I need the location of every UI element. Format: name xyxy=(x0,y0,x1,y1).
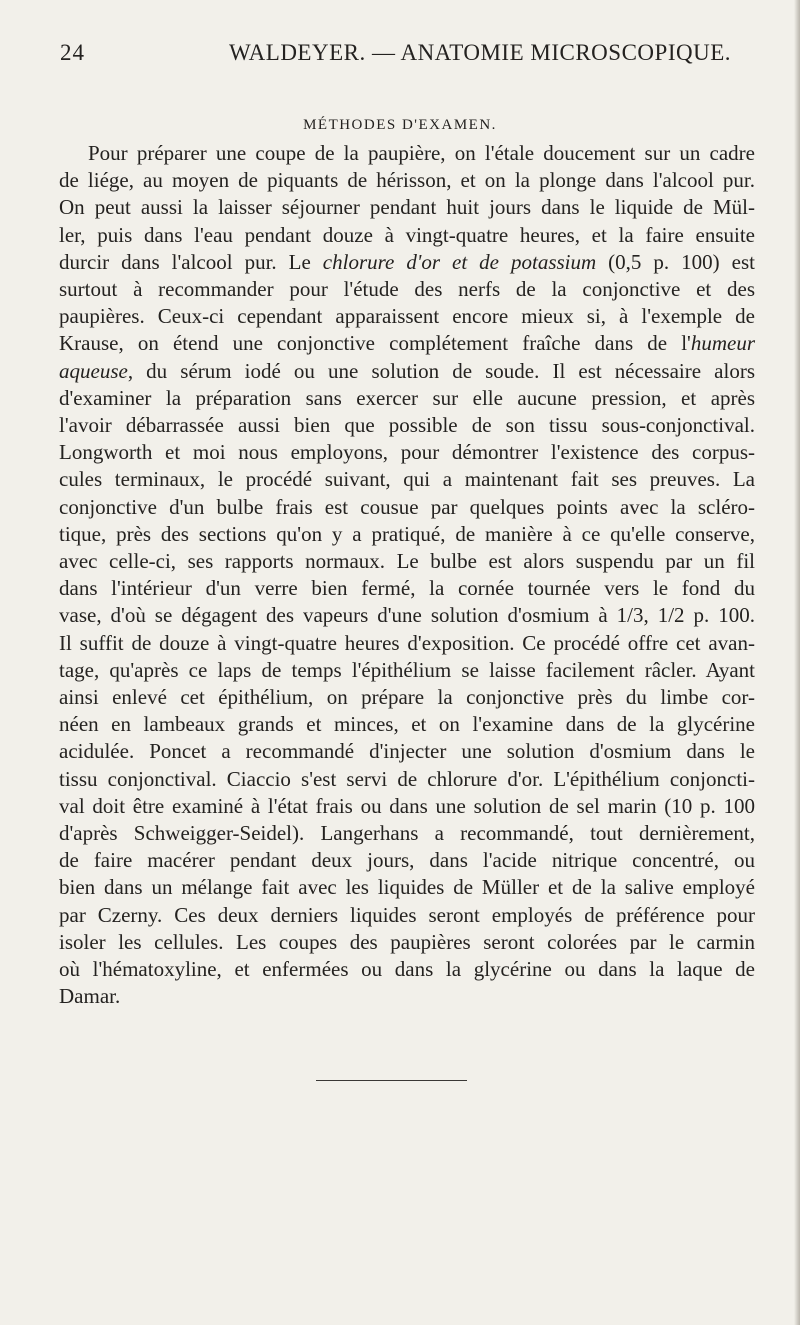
text-line: bien dans un mélange fait avec les liquides de Müller et de la salive employé xyxy=(59,875,755,900)
text-line: de liége, au moyen de piquants de hérisson, et on la plonge dans l'alcool pur. xyxy=(59,168,755,193)
text-line: néen en lambeaux grands et minces, et on l'examine dans de la glycérine xyxy=(59,712,755,737)
text-line: isoler les cellules. Les coupes des paupières seront colorées par le carmin xyxy=(59,929,755,954)
text-line: vase, d'où se dégagent des vapeurs d'une solution d'osmium à 1/3, 1/2 p. 100. xyxy=(59,603,755,628)
text-line: Longworth et moi nous employons, pour démontrer l'existence des corpus- xyxy=(59,440,755,465)
text-line: tique, près des sections qu'on y a pratiqué, de manière à ce qu'elle conserve, xyxy=(59,521,755,546)
page-edge-shadow xyxy=(794,0,800,1325)
text-line: paupières. Ceux-ci cependant apparaissent encore mieux si, à l'exemple de xyxy=(59,304,755,329)
text-line: Damar. xyxy=(59,984,121,1009)
text-line: de faire macérer pendant deux jours, dans l'acide nitrique concentré, ou xyxy=(59,848,755,873)
text-line: l'avoir débarrassée aussi bien que possible de son tissu sous-conjonctival. xyxy=(59,413,755,438)
text-line: où l'hématoxyline, et enfermées ou dans la glycérine ou dans la laque de xyxy=(59,957,755,982)
text-line: par Czerny. Ces deux derniers liquides seront employés de préférence pour xyxy=(59,902,755,927)
running-header xyxy=(0,40,800,70)
page-number: 24 xyxy=(60,40,85,65)
running-title: WALDEYER. — ANATOMIE MICROSCOPIQUE. xyxy=(229,40,732,65)
section-title: MÉTHODES D'EXAMEN. xyxy=(303,117,497,133)
end-rule xyxy=(316,1080,467,1081)
text-line: Krause, on étend une conjonctive complétement fraîche dans de l'humeur xyxy=(59,331,755,356)
text-line: tissu conjonctival. Ciaccio s'est servi de chlorure d'or. L'épithélium conjoncti- xyxy=(59,766,755,791)
text-line: val doit être examiné à l'état frais ou dans une solution de sel marin (10 p. 100 xyxy=(59,793,755,818)
text-line: dans l'intérieur d'un verre bien fermé, la cornée tournée vers le fond du xyxy=(59,576,755,601)
text-line: cules terminaux, le procédé suivant, qui a maintenant fait ses preuves. La xyxy=(59,467,755,492)
text-line: durcir dans l'alcool pur. Le chlorure d'or et de potassium (0,5 p. 100) est xyxy=(59,249,755,274)
text-line: surtout à recommander pour l'étude des nerfs de la conjonctive et des xyxy=(59,277,755,302)
text-line: acidulée. Poncet a recommandé d'injecter une solution d'osmium dans le xyxy=(59,739,755,764)
text-line: Pour préparer une coupe de la paupière, on l'étale doucement sur un cadre xyxy=(88,141,755,165)
text-line: ainsi enlevé cet épithélium, on prépare la conjonctive près du limbe cor- xyxy=(59,685,755,710)
text-line: Il suffit de douze à vingt-quatre heures d'exposition. Ce procédé offre cet avan- xyxy=(59,630,755,655)
body-paragraph xyxy=(59,140,755,1011)
text-line: On peut aussi la laisser séjourner pendant huit jours dans le liquide de Mül- xyxy=(59,195,755,220)
text-line: conjonctive d'un bulbe frais est cousue par quelques points avec la scléro- xyxy=(59,494,755,519)
text-line: aqueuse, du sérum iodé ou une solution de soude. Il est nécessaire alors xyxy=(59,358,755,383)
text-line: tage, qu'après ce laps de temps l'épithélium se laisse facilement râcler. Ayant xyxy=(59,657,755,682)
text-line: d'après Schweigger-Seidel). Langerhans a recommandé, tout dernièrement, xyxy=(59,821,755,846)
text-line: avec celle-ci, ses rapports normaux. Le bulbe est alors suspendu par un fil xyxy=(59,549,755,574)
text-line: d'examiner la préparation sans exercer sur elle aucune pression, et après xyxy=(59,385,755,410)
text-line: ler, puis dans l'eau pendant douze à vingt-quatre heures, et la faire ensuite xyxy=(59,222,755,247)
